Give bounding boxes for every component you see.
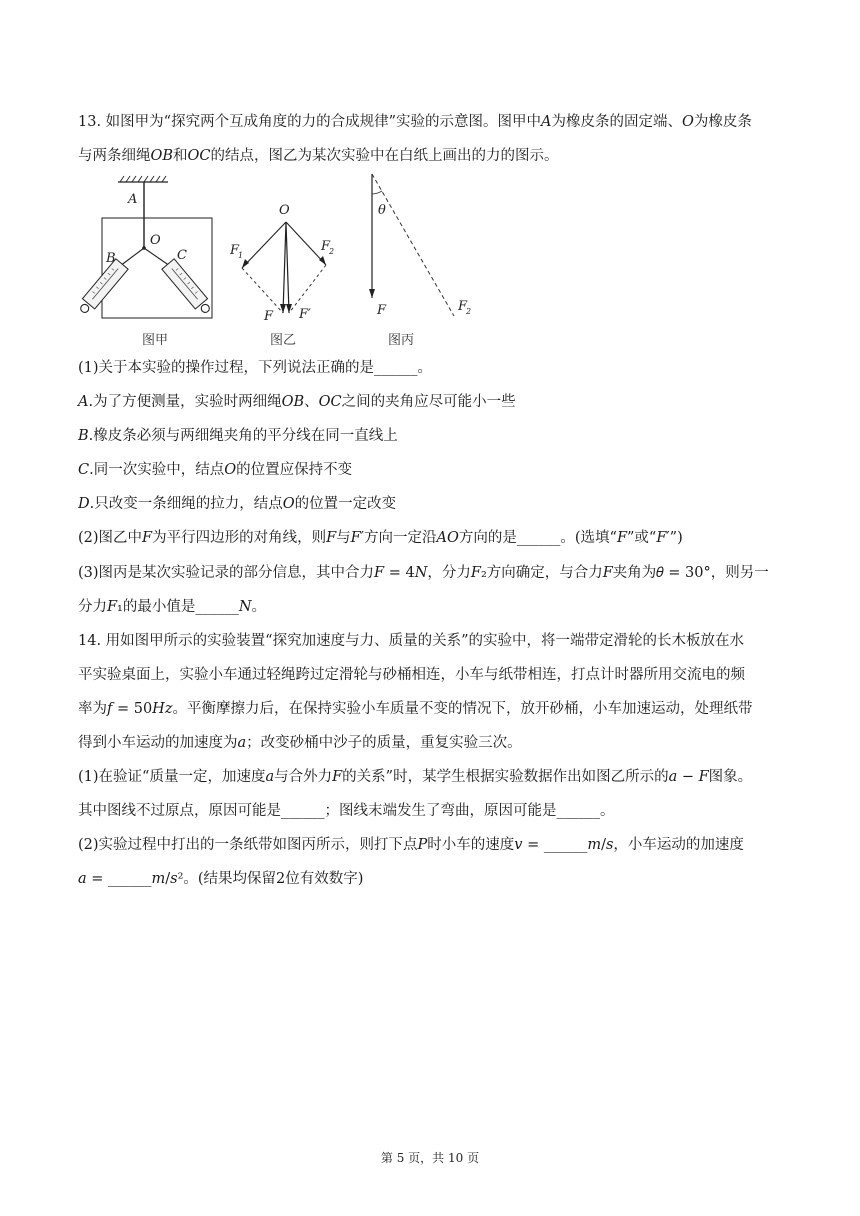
label-A: A: [128, 192, 138, 207]
figure-c: [369, 174, 471, 348]
figure-b: [229, 203, 334, 348]
label-B: B: [106, 251, 116, 266]
caption-figure-c: 图丙: [388, 333, 415, 348]
label-F1-sub: 1: [238, 251, 244, 260]
label-F2-c-sub: 2: [466, 307, 472, 316]
q13-option-a: 𝐴.为了方便测量，实验时两细绳𝑂𝐵、𝑂𝐶之间的夹角应尽可能小一些: [78, 394, 516, 410]
label-F2-c: F: [458, 299, 468, 314]
q14-stem-line3: 率为𝑓 = 50𝐻𝑧。平衡摩擦力后，在保持实验小车质量不变的情况下，放开砂桶，小车加速运动，处理纸带: [78, 701, 753, 717]
q14-stem-line1: 14. 用如图甲所示的实验装置“探究加速度与力、质量的关系”的实验中，将一端带定滑轮的长木板放在水: [78, 633, 744, 649]
label-F2-sub: 2: [329, 247, 335, 256]
label-C: C: [177, 248, 187, 263]
q14-stem-line2: 平实验桌面上，实验小车通过轻绳跨过定滑轮与砂桶相连，小车与纸带相连，打点计时器所用交流电的频: [78, 667, 745, 683]
label-F1: F: [230, 243, 240, 258]
q13-part2: (2)图乙中𝐹为平行四边形的对角线，则𝐹与𝐹′方向一定沿𝐴𝑂方向的是______。(选填“𝐹”或“𝐹′”): [78, 530, 683, 546]
q13-option-b: 𝐵.橡皮条必须与两细绳夹角的平分线在同一直线上: [78, 428, 398, 444]
q14-part2-line1: (2)实验过程中打出的一条纸带如图丙所示，则打下点𝑃时小车的速度𝑣 = ______𝑚/𝑠，小车运动的加速度: [78, 837, 744, 853]
q13-figure-svg: [78, 170, 498, 355]
q14-stem-line4: 得到小车运动的加速度为𝑎；改变砂桶中沙子的质量，重复实验三次。: [78, 735, 522, 751]
label-F-c: F: [377, 303, 387, 318]
caption-figure-b: 图乙: [270, 333, 297, 348]
q14-part1-line2: 其中图线不过原点，原因可能是______；图线末端发生了弯曲，原因可能是______。: [78, 803, 615, 819]
q14-part2-line2: 𝑎 = ______𝑚/𝑠²。(结果均保留2位有效数字): [78, 871, 364, 887]
label-theta: θ: [378, 203, 386, 218]
label-O-b: O: [279, 203, 290, 218]
q14-part1-line1: (1)在验证“质量一定，加速度𝑎与合外力𝐹的关系”时，某学生根据实验数据作出如图乙所示的𝑎 − 𝐹图象。: [78, 769, 753, 785]
q13-part3-line1: (3)图丙是某次实验记录的部分信息，其中合力𝐹 = 4𝑁，分力𝐹₂方向确定，与合力𝐹夹角为𝜃 = 30°，则另一: [78, 565, 769, 581]
caption-figure-a: 图甲: [142, 333, 169, 348]
q13-figures: [78, 170, 498, 355]
q13-stem-line1: 13. 如图甲为“探究两个互成角度的力的合成规律”实验的示意图。图甲中𝐴为橡皮条的固定端、𝑂为橡皮条: [78, 114, 752, 130]
figure-a: [78, 176, 214, 348]
q13-part3-line2: 分力𝐹₁的最小值是______𝑁。: [78, 599, 267, 615]
label-O-a: O: [150, 233, 161, 248]
label-Fprime: F′: [299, 307, 311, 322]
q13-stem-line2: 与两条细绳𝑂𝐵和𝑂𝐶的结点，图乙为某次实验中在白纸上画出的力的图示。: [78, 148, 559, 164]
q13-option-c: 𝐶.同一次实验中，结点𝑂的位置应保持不变: [78, 462, 353, 478]
q13-part1: (1)关于本实验的操作过程，下列说法正确的是______。: [78, 360, 433, 376]
label-F-b: F: [264, 309, 274, 324]
label-F2: F: [321, 239, 331, 254]
q13-option-d: 𝐷.只改变一条细绳的拉力，结点𝑂的位置一定改变: [78, 496, 397, 512]
page-footer: 第 5 页，共 10 页: [380, 1151, 480, 1165]
